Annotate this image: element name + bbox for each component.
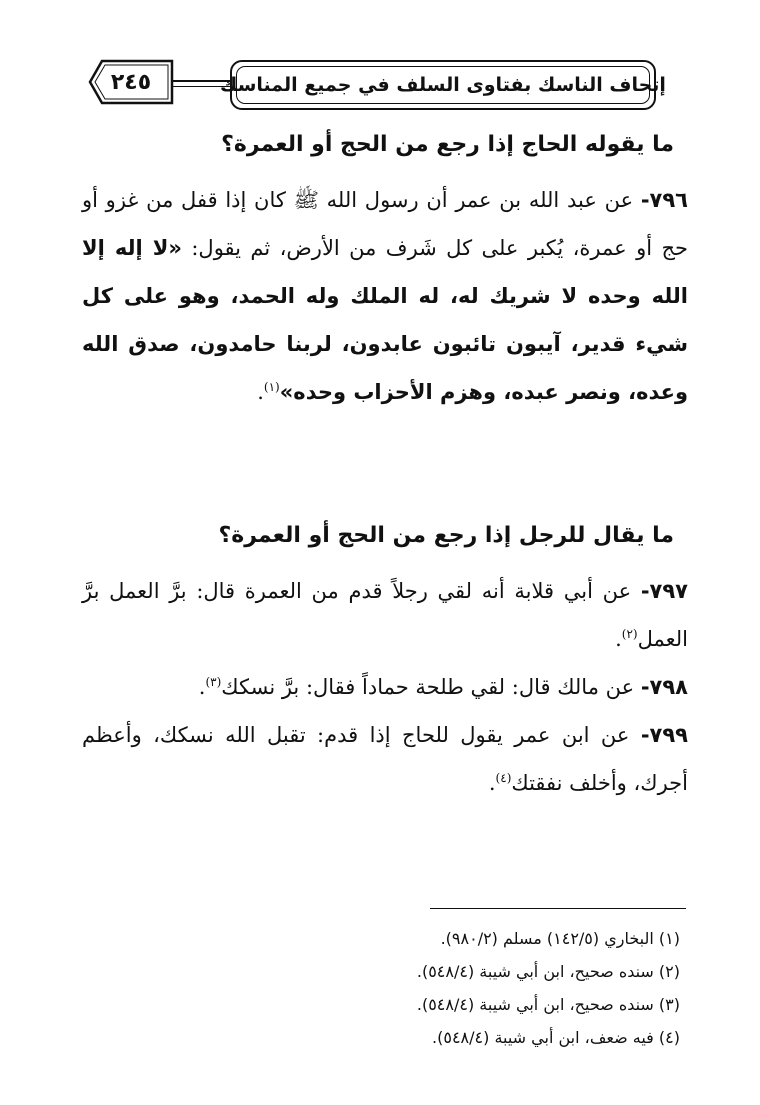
- entry-end: .: [257, 380, 264, 404]
- running-title: إتحاف الناسك بفتاوى السلف في جميع المناسك: [236, 66, 650, 104]
- hadith-quote: «لا إله إلا الله وحده لا شريك له، له الملك وله الحمد، وهو على كل شيء قدير، آيبون تائبون عابدون، لربنا حامدون، صدق الله وعده، ونصر عبده، وهزم الأحزاب وحده»: [82, 236, 688, 404]
- entry-797: [82, 567, 688, 663]
- entry-number: ٧٩٨-: [640, 675, 688, 699]
- page-number: ٢٤٥: [110, 69, 152, 95]
- section-heading: ما يقال للرجل إذا رجع من الحج أو العمرة؟: [218, 523, 674, 548]
- entry-end: .: [198, 675, 206, 699]
- entry-end: .: [615, 627, 622, 651]
- entry-text: عن مالك قال: لقي طلحة حماداً فقال: برَّ نسكك: [221, 675, 635, 699]
- footnote-4: (٤) فيه ضعف، ابن أبي شيبة (٥٤٨/٤).: [432, 1028, 680, 1047]
- footnote-ref: (١): [263, 380, 280, 394]
- footnote-2: (٢) سنده صحيح، ابن أبي شيبة (٥٤٨/٤).: [416, 962, 680, 981]
- footnote-ref: (٣): [205, 675, 222, 689]
- entry-796: [82, 176, 688, 416]
- footnote-ref: (٤): [495, 771, 512, 785]
- footnote-separator: [430, 908, 686, 909]
- entry-number: ٧٩٦-: [640, 188, 688, 212]
- footnote-ref: (٢): [621, 627, 638, 641]
- footnotes: [80, 922, 680, 1054]
- running-title-frame: [220, 60, 666, 110]
- entry-798: [82, 663, 688, 711]
- footnote-1: (١) البخاري (١٤٢/٥) مسلم (٩٨٠/٢).: [440, 929, 680, 948]
- footnote-3: (٣) سنده صحيح، ابن أبي شيبة (٥٤٨/٤).: [416, 995, 680, 1014]
- entry-text: عن ابن عمر يقول للحاج إذا قدم: تقبل الله نسكك، وأعظم أجرك، وأخلف نفقتك: [82, 723, 688, 795]
- entry-number: ٧٩٩-: [640, 723, 688, 747]
- entry-number: ٧٩٧-: [640, 579, 688, 603]
- entry-text: عن أبي قلابة أنه لقي رجلاً قدم من العمرة قال: برَّ العمل برَّ العمل: [82, 579, 688, 651]
- entry-end: .: [488, 771, 496, 795]
- page-number-badge: [88, 58, 174, 106]
- section-heading: ما يقوله الحاج إذا رجع من الحج أو العمرة؟: [221, 132, 674, 157]
- entry-799: [82, 711, 688, 807]
- entry-text: عن عبد الله بن عمر أن رسول الله ﷺ كان إذا قفل من غزو أو حج أو عمرة، يُكبر على كل شَرف من الأرض، ثم يقول:: [82, 188, 688, 260]
